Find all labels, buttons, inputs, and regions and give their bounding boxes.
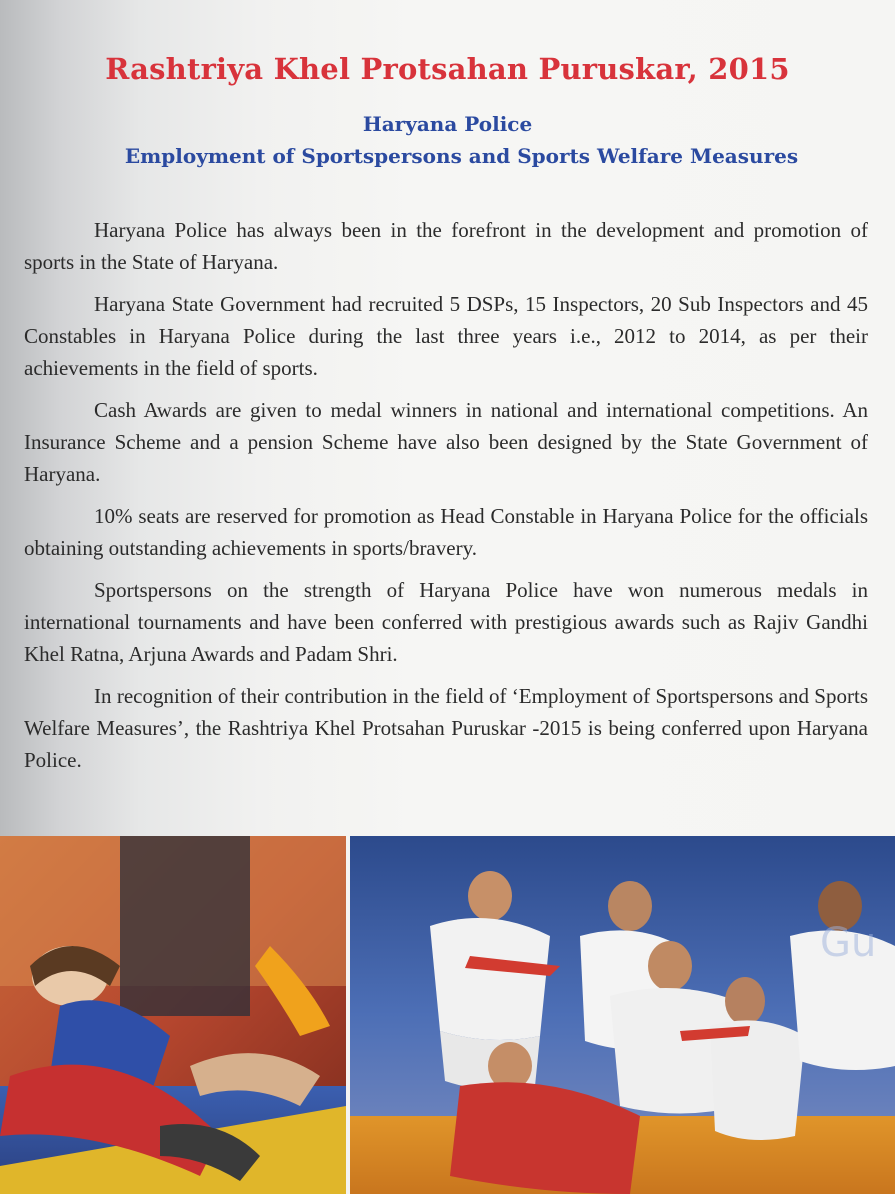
subtitle-organization: Haryana Police xyxy=(362,112,533,136)
paragraph: Haryana Police has always been in the forefront in the development and promotion of sports in the State of Haryana. xyxy=(24,218,868,274)
paragraph: Haryana State Government had recruited 5 DSPs, 15 Inspectors, 20 Sub Inspectors and 45 Constables in Haryana Police during the last three years i.e., 2012 to 2014, as per their achievements in the field of sports. xyxy=(24,292,868,380)
kabaddi-photo xyxy=(350,836,895,1194)
page-title: Rashtriya Khel Protsahan Puruskar, 2015 xyxy=(105,52,790,86)
paragraph: In recognition of their contribution in the field of ‘Employment of Sportspersons and Sports Welfare Measures’, the Rashtriya Khel Protsahan Puruskar -2015 is being conferred upon Haryana Police. xyxy=(24,684,868,772)
photo-strip xyxy=(0,836,895,1194)
paragraph: Cash Awards are given to medal winners in national and international competitions. An Insurance Scheme and a pension Scheme have also been designed by the State Government of Haryana. xyxy=(24,398,868,486)
paragraph: 10% seats are reserved for promotion as Head Constable in Haryana Police for the officials obtaining outstanding achievements in sports/bravery. xyxy=(24,504,868,560)
body-text xyxy=(24,214,868,786)
svg-text:Gu: Gu xyxy=(820,920,877,966)
wrestling-photo xyxy=(0,836,346,1194)
subtitle-category: Employment of Sportspersons and Sports Welfare Measures xyxy=(124,144,799,168)
paragraph: Sportspersons on the strength of Haryana Police have won numerous medals in international tournaments and have been conferred with prestigious awards such as Rajiv Gandhi Khel Ratna, Arjuna Awards and Padam Shri. xyxy=(24,578,868,666)
